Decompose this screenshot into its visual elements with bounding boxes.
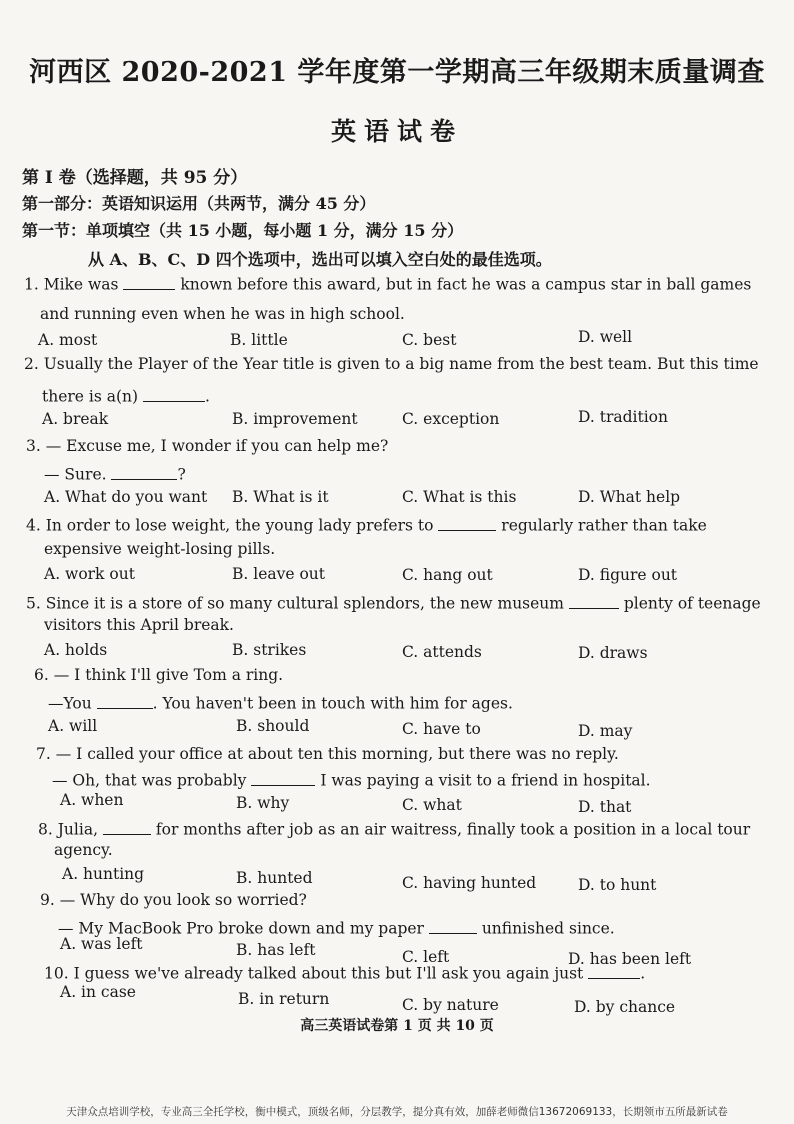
- instruction-text: 从 A、B、C、D 四个选项中，选出可以填入空白处的最佳选项。: [88, 250, 552, 269]
- q9-option-d[interactable]: D. has been left: [568, 950, 692, 968]
- question-3-line1: 3. — Excuse me, I wonder if you can help me?: [26, 437, 389, 455]
- q9-option-c[interactable]: C. left: [402, 948, 450, 966]
- question-2-line1: 2. Usually the Player of the Year title is given to a big name from the best team. But this time: [24, 355, 759, 373]
- part-one-heading: 第一部分：英语知识运用（共两节，满分 45 分）: [22, 194, 376, 213]
- q3-option-b[interactable]: B. What is it: [232, 488, 329, 506]
- q10-option-a[interactable]: A. in case: [60, 983, 136, 1001]
- part-i-heading: 第 I 卷（选择题，共 95 分）: [22, 168, 248, 188]
- q1-option-d[interactable]: D. well: [578, 328, 633, 346]
- q4-option-c[interactable]: C. hang out: [402, 566, 493, 584]
- q2-option-b[interactable]: B. improvement: [232, 410, 358, 428]
- question-2-line2: there is a(n) .: [42, 385, 210, 406]
- question-3-line2: — Sure. ?: [44, 463, 186, 484]
- q6-option-b[interactable]: B. should: [236, 717, 310, 735]
- q10-option-c[interactable]: C. by nature: [402, 996, 499, 1014]
- q2-option-a[interactable]: A. break: [42, 410, 109, 428]
- question-8-line1: 8. Julia, for months after job as an air waitress, finally took a position in a local tour: [38, 818, 750, 839]
- q1-option-a[interactable]: A. most: [38, 331, 98, 349]
- q1-option-c[interactable]: C. best: [402, 331, 457, 349]
- q3-option-c[interactable]: C. What is this: [402, 488, 517, 506]
- question-4-line2: expensive weight-losing pills.: [44, 540, 276, 558]
- q4-option-a[interactable]: A. work out: [44, 565, 135, 583]
- answer-blank[interactable]: [143, 385, 205, 402]
- answer-blank[interactable]: [429, 917, 477, 934]
- page-footer: 高三英语试卷第 1 页 共 10 页: [300, 1018, 494, 1034]
- q7-option-b[interactable]: B. why: [236, 794, 290, 812]
- answer-blank[interactable]: [123, 273, 175, 290]
- q6-option-d[interactable]: D. may: [578, 722, 633, 740]
- q3-option-a[interactable]: A. What do you want: [44, 488, 208, 506]
- answer-blank[interactable]: [111, 463, 177, 480]
- q5-option-a[interactable]: A. holds: [44, 641, 108, 659]
- q7-option-a[interactable]: A. when: [60, 791, 124, 809]
- answer-blank[interactable]: [97, 692, 153, 709]
- q3-option-d[interactable]: D. What help: [578, 488, 681, 506]
- question-7-line2: — Oh, that was probably I was paying a visit to a friend in hospital.: [52, 769, 651, 790]
- q4-option-d[interactable]: D. figure out: [578, 566, 678, 584]
- q2-option-c[interactable]: C. exception: [402, 410, 500, 428]
- q6-option-a[interactable]: A. will: [48, 717, 98, 735]
- q5-option-d[interactable]: D. draws: [578, 644, 648, 662]
- question-9-line2: — My MacBook Pro broke down and my paper unfinished since.: [58, 917, 615, 938]
- question-4-line1: 4. In order to lose weight, the young lady prefers to regularly rather than take: [26, 514, 707, 535]
- question-9-line1: 9. — Why do you look so worried?: [40, 891, 307, 909]
- answer-blank[interactable]: [251, 769, 315, 786]
- q8-option-c[interactable]: C. having hunted: [402, 874, 537, 892]
- question-8-line2: agency.: [54, 841, 113, 859]
- q7-option-d[interactable]: D. that: [578, 798, 632, 816]
- q8-option-d[interactable]: D. to hunt: [578, 876, 657, 894]
- question-6-line1: 6. — I think I'll give Tom a ring.: [34, 666, 284, 684]
- q8-option-b[interactable]: B. hunted: [236, 869, 313, 887]
- exam-title: 河西区 2020-2021 学年度第一学期高三年级期末质量调查: [29, 57, 765, 88]
- q6-option-c[interactable]: C. have to: [402, 720, 481, 738]
- q10-option-d[interactable]: D. by chance: [574, 998, 676, 1016]
- question-7-line1: 7. — I called your office at about ten this morning, but there was no reply.: [36, 745, 619, 763]
- q7-option-c[interactable]: C. what: [402, 796, 462, 814]
- q5-option-c[interactable]: C. attends: [402, 643, 482, 661]
- q4-option-b[interactable]: B. leave out: [232, 565, 326, 583]
- q9-option-b[interactable]: B. has left: [236, 941, 316, 959]
- q10-option-b[interactable]: B. in return: [238, 990, 330, 1008]
- question-5-line2: visitors this April break.: [44, 616, 234, 634]
- q2-option-d[interactable]: D. tradition: [578, 408, 668, 426]
- question-5-line1: 5. Since it is a store of so many cultural splendors, the new museum plenty of teenage: [26, 592, 761, 613]
- q1-option-b[interactable]: B. little: [230, 331, 288, 349]
- q9-option-a[interactable]: A. was left: [60, 935, 143, 953]
- question-1-line2: and running even when he was in high school.: [40, 305, 405, 323]
- question-6-line2: —You . You haven't been in touch with him for ages.: [48, 692, 513, 713]
- section-one-heading: 第一节：单项填空（共 15 小题，每小题 1 分，满分 15 分）: [22, 221, 464, 240]
- answer-blank[interactable]: [588, 962, 640, 979]
- q8-option-a[interactable]: A. hunting: [62, 865, 145, 883]
- q5-option-b[interactable]: B. strikes: [232, 641, 307, 659]
- answer-blank[interactable]: [569, 592, 619, 609]
- advertisement-text: 天津众点培训学校，专业高三全托学校，衡中模式，顶级名师，分层教学，提分真有效，加薛老师微信13672069133，长期领市五所最新试卷: [66, 1106, 728, 1118]
- answer-blank[interactable]: [103, 818, 151, 835]
- question-1-line1: 1. Mike was known before this award, but in fact he was a campus star in ball games: [24, 273, 751, 294]
- answer-blank[interactable]: [438, 514, 496, 531]
- question-10-line1: 10. I guess we've already talked about this but I'll ask you again just .: [44, 962, 645, 983]
- exam-subtitle: 英语试卷: [330, 117, 463, 146]
